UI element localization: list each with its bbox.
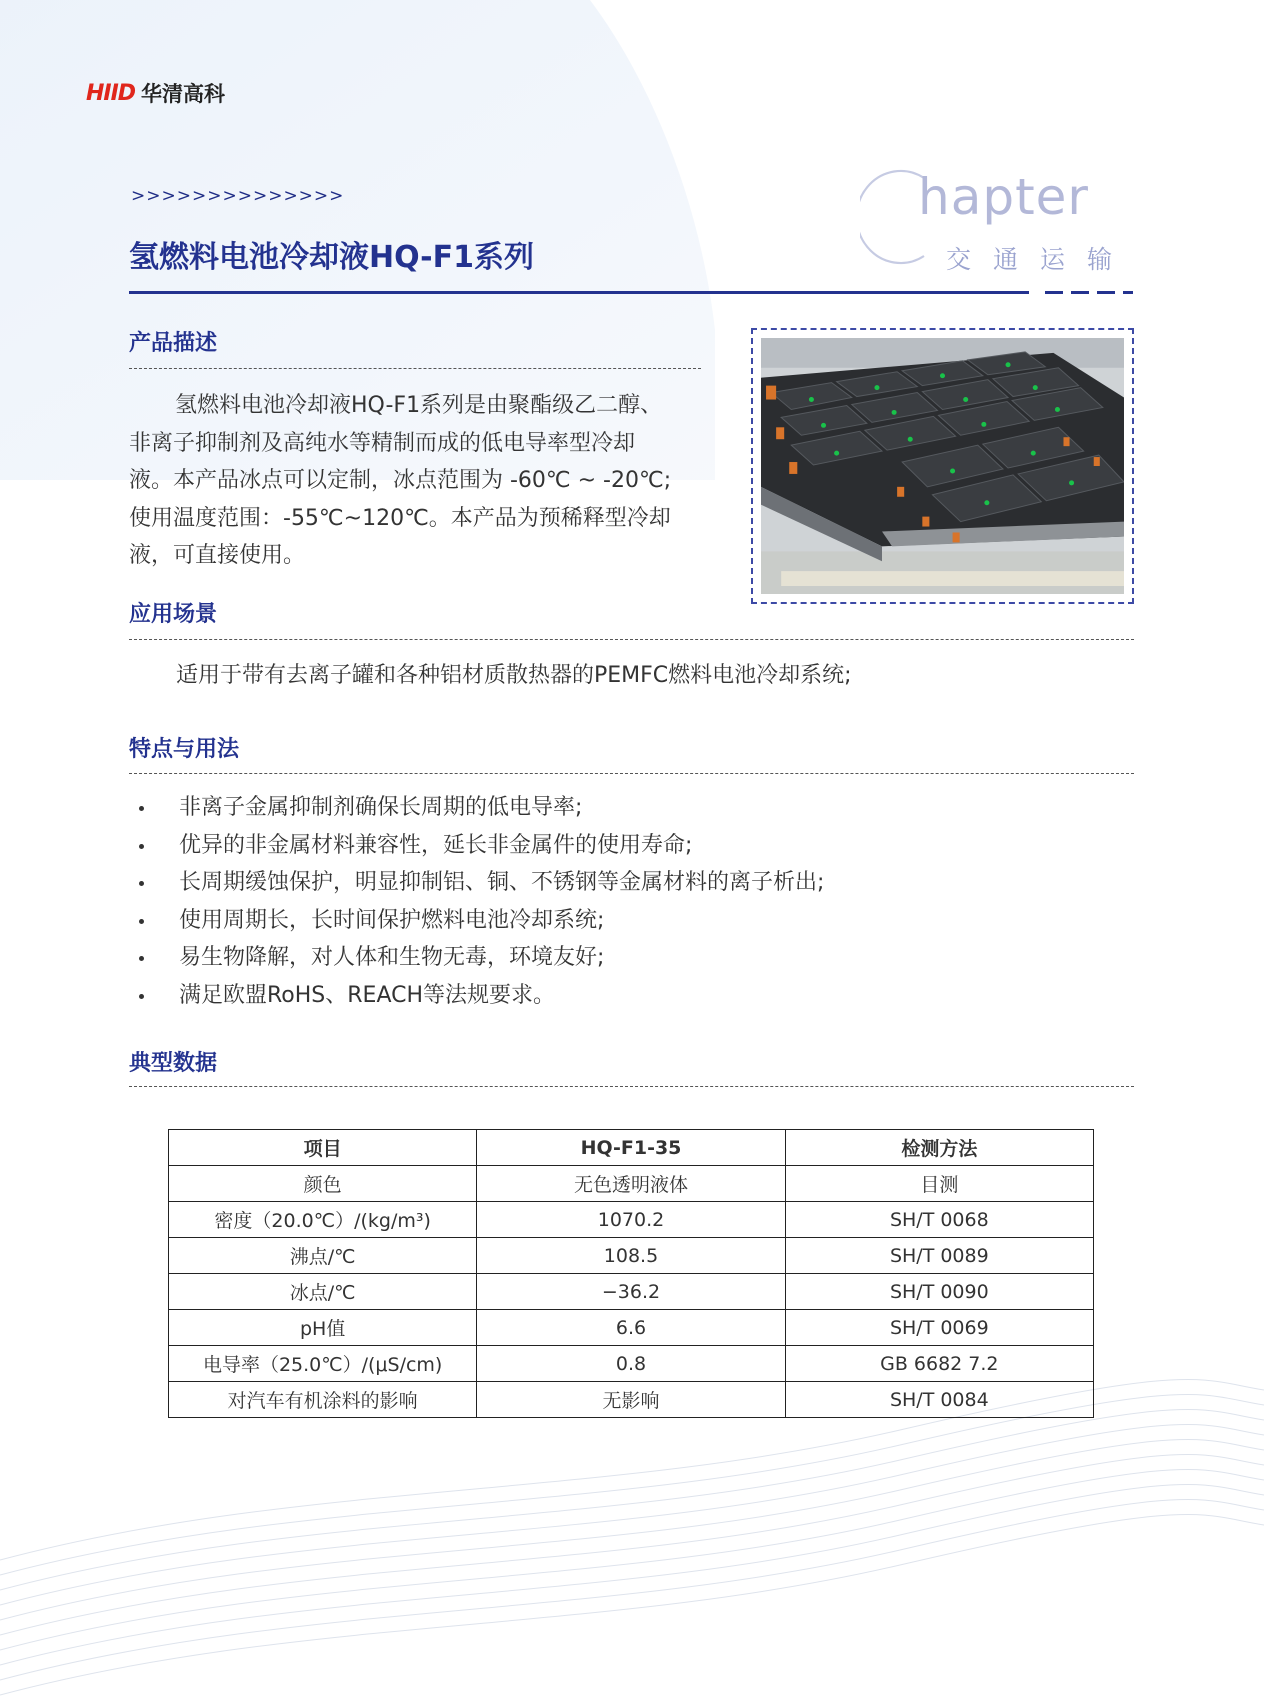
battery-pack-photo [761, 338, 1124, 594]
table-cell: 108.5 [477, 1238, 785, 1274]
page-title: 氢燃料电池冷却液HQ-F1系列 [129, 240, 534, 275]
description-line: 液，可直接使用。 [129, 543, 306, 568]
table-cell: 无色透明液体 [477, 1166, 785, 1202]
table-cell: 颜色 [169, 1166, 477, 1202]
table-cell: SH/T 0089 [785, 1238, 1093, 1274]
table-row [169, 1274, 1094, 1310]
table-cell: 0.8 [477, 1346, 785, 1382]
table-cell: 密度（20.0℃）/(kg/m³) [169, 1202, 477, 1238]
list-item: 优异的非金属材料兼容性，延长非金属件的使用寿命; [129, 827, 824, 865]
table-header-cell: 项目 [169, 1130, 477, 1166]
table-cell: 目测 [785, 1166, 1093, 1202]
chapter-word: hapter [918, 168, 1089, 226]
bullet-icon [139, 844, 144, 849]
brand-logo [86, 78, 225, 108]
typical-data-table [168, 1129, 1094, 1418]
list-item: 易生物降解，对人体和生物无毒，环境友好; [129, 939, 824, 977]
list-item: 使用周期长，长时间保护燃料电池冷却系统; [129, 902, 824, 940]
table-cell: 无影响 [477, 1382, 785, 1418]
section-title-typical-data: 典型数据 [129, 1051, 218, 1076]
application-text: 适用于带有去离子罐和各种铝材质散热器的PEMFC燃料电池冷却系统; [176, 663, 852, 688]
bullet-icon [139, 994, 144, 999]
table-row [169, 1310, 1094, 1346]
logo-name: 华清高科 [141, 82, 226, 106]
section-title-features: 特点与用法 [129, 737, 240, 762]
features-list [129, 789, 824, 1014]
table-header-row [169, 1130, 1094, 1166]
table-cell: SH/T 0084 [785, 1382, 1093, 1418]
description-line: 液。本产品冰点可以定制，冰点范围为 -60℃ ~ -20℃; [129, 468, 672, 493]
section-divider [129, 773, 1134, 774]
title-underline-dashes [1045, 291, 1133, 294]
description-line: 使用温度范围：-55℃~120℃。本产品为预稀释型冷却 [129, 505, 671, 531]
section-title-description: 产品描述 [129, 331, 218, 356]
list-item: 满足欧盟RoHS、REACH等法规要求。 [129, 977, 824, 1015]
table-row [169, 1346, 1094, 1382]
bullet-icon [139, 919, 144, 924]
table-cell: 6.6 [477, 1310, 785, 1346]
table-cell: SH/T 0069 [785, 1310, 1093, 1346]
table-header-cell: 检测方法 [785, 1130, 1093, 1166]
list-item: 非离子金属抑制剂确保长周期的低电导率; [129, 789, 824, 827]
table-cell: −36.2 [477, 1274, 785, 1310]
section-title-application: 应用场景 [129, 602, 218, 627]
table-cell: 对汽车有机涂料的影响 [169, 1382, 477, 1418]
section-divider [129, 1086, 1134, 1087]
table-cell: 冰点/℃ [169, 1274, 477, 1310]
description-text [129, 387, 714, 575]
bullet-icon [139, 806, 144, 811]
product-photo-frame [751, 328, 1134, 604]
table-row [169, 1238, 1094, 1274]
section-divider [129, 368, 701, 369]
logo-mark: HIID [86, 80, 136, 106]
table-row [169, 1202, 1094, 1238]
description-line: 氢燃料电池冷却液HQ-F1系列是由聚酯级乙二醇、 [175, 393, 663, 418]
section-divider [129, 639, 1134, 640]
table-cell: 1070.2 [477, 1202, 785, 1238]
bullet-icon [139, 956, 144, 961]
bullet-icon [139, 881, 144, 886]
table-row [169, 1166, 1094, 1202]
arrow-decoration: >>>>>>>>>>>>>> [131, 186, 345, 206]
description-line: 非离子抑制剂及高纯水等精制而成的低电导率型冷却 [129, 430, 636, 456]
list-item: 长周期缓蚀保护，明显抑制铝、铜、不锈钢等金属材料的离子析出; [129, 864, 824, 902]
chapter-subtitle: 交通运输 [946, 245, 1135, 274]
table-cell: pH值 [169, 1310, 477, 1346]
table-cell: SH/T 0090 [785, 1274, 1093, 1310]
table-cell: 沸点/℃ [169, 1238, 477, 1274]
title-underline [129, 291, 1029, 294]
table-row [169, 1382, 1094, 1418]
table-cell: SH/T 0068 [785, 1202, 1093, 1238]
table-header-cell: HQ-F1-35 [477, 1130, 785, 1166]
table-cell: 电导率（25.0℃）/(μS/cm) [169, 1346, 477, 1382]
table-cell: GB 6682 7.2 [785, 1346, 1093, 1382]
